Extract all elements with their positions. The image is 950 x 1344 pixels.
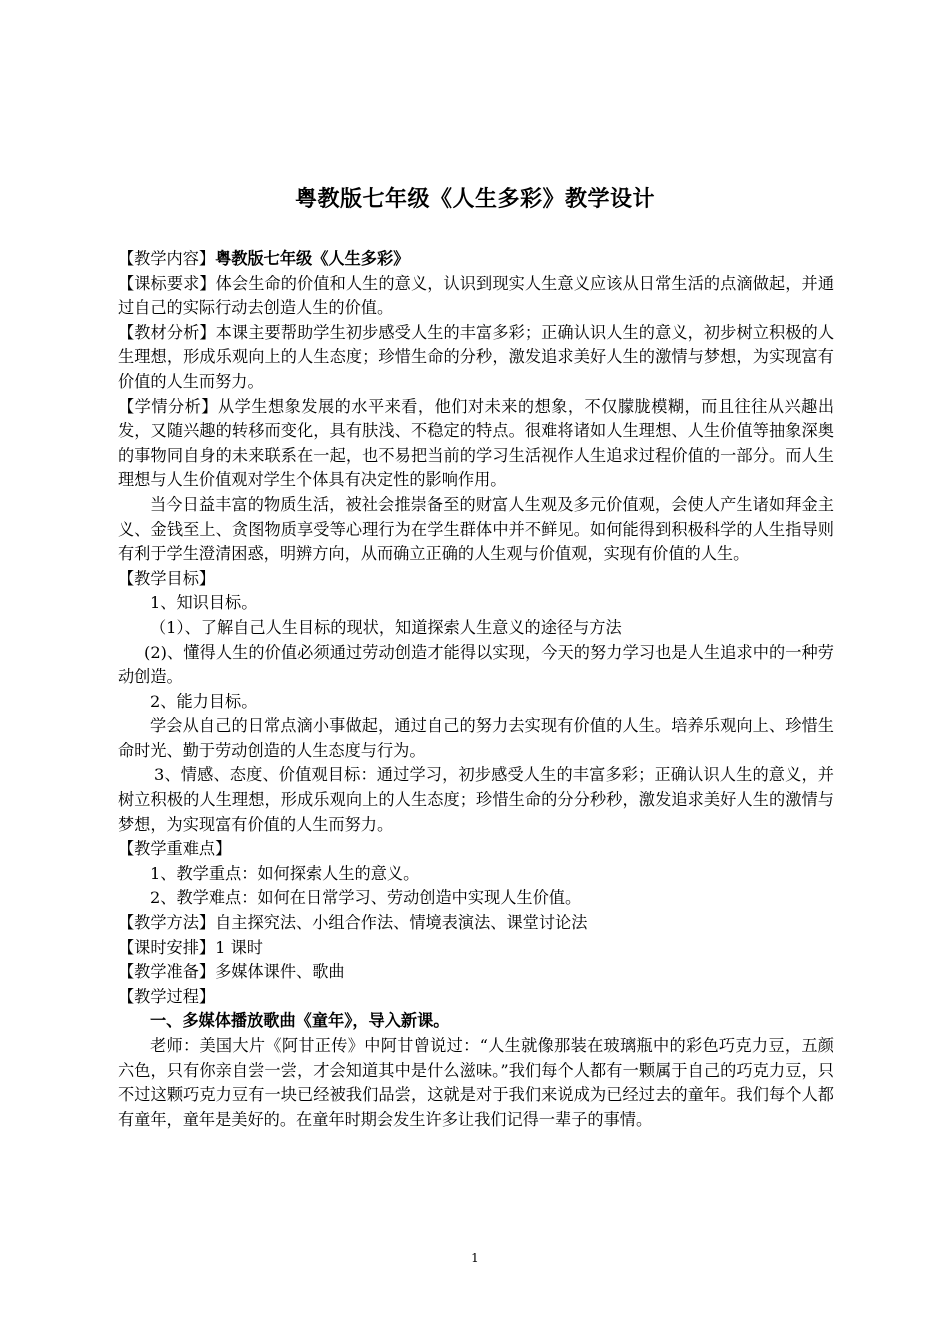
key-point: 1、教学重点：如何探索人生的意义。 bbox=[150, 863, 420, 883]
goal-ability-text: 学会从自己的日常点滴小事做起，通过自己的努力去实现有价值的人生。培养乐观向上、珍惜生命时光、勤于劳动创造的人生态度与行为。 bbox=[118, 716, 834, 760]
section-text: 1 课时 bbox=[215, 937, 263, 957]
section-heading: 【学情分析】 bbox=[118, 396, 218, 416]
section-text: 本课主要帮助学生初步感受人生的丰富多彩；正确认识人生的意义，初步树立积极的人生理想，形成乐观向上的人生态度；珍惜生命的分秒，激发追求美好人生的激情与梦想，为实现富有价值的人生而努力。 bbox=[118, 322, 835, 391]
goal-knowledge-2: (2)、懂得人生的价值必须通过劳动创造才能得以实现，今天的努力学习也是人生追求中的一种劳动创造。 bbox=[118, 642, 834, 687]
section-text: 体会生命的价值和人生的意义，认识到现实人生意义应该从日常生活的点滴做起，并通过自己的实际行动去创造人生的价值。 bbox=[118, 273, 835, 318]
section-goals-heading: 【教学目标】 bbox=[118, 568, 216, 588]
section-text: 多媒体课件、歌曲 bbox=[215, 962, 345, 982]
section-keypoints-heading: 【教学重难点】 bbox=[118, 839, 232, 859]
section-text: 自主探究法、小组合作法、情境表演法、课堂讨论法 bbox=[215, 913, 588, 933]
section-heading: 【课标要求】 bbox=[118, 273, 216, 293]
section-heading: 【教学准备】 bbox=[118, 962, 216, 982]
learner-paragraph-2: 当今日益丰富的物质生活，被社会推崇备至的财富人生观及多元价值观，会使人产生诸如拜金主义、金钱至上、贪图物质享受等心理行为在学生群体中并不鲜见。如何能得到积极科学的人生指导则有利于学生澄清困惑，明辨方向，从而确立正确的人生观与价值观，实现有价值的人生。 bbox=[118, 494, 834, 564]
goal-knowledge-1: （1）、了解自己人生目标的现状，知道探索人生意义的途径与方法 bbox=[150, 617, 622, 637]
section-method bbox=[118, 911, 834, 936]
process-step-1-text: 老师：美国大片《阿甘正传》中阿甘曾说过：“人生就像那装在玻璃瓶中的彩色巧克力豆，五颜六色，只有你亲自尝一尝，才会知道其中是什么滋味。”我们每个人都有一颗属于自己的巧克力豆，只不过这颗巧克力豆有一块已经被我们品尝，这就是对于我们来说成为已经过去的童年。我们每个人都有童年，童年是美好的。在童年时期会发生许多让我们记得一辈子的事情。 bbox=[118, 1036, 834, 1129]
section-heading: 【教学内容】 bbox=[118, 249, 216, 268]
section-content bbox=[118, 247, 834, 272]
goal-ability: 2、能力目标。 bbox=[150, 691, 258, 711]
page-number: 1 bbox=[471, 1251, 479, 1265]
section-learner bbox=[118, 395, 834, 493]
section-material bbox=[118, 321, 834, 395]
section-text: 粤教版七年级《人生多彩》 bbox=[215, 249, 410, 268]
difficult-point: 2、教学难点：如何在日常学习、劳动创造中实现人生价值。 bbox=[150, 888, 582, 908]
section-heading: 【教学方法】 bbox=[118, 913, 216, 933]
section-standard bbox=[118, 272, 834, 321]
section-heading: 【课时安排】 bbox=[118, 937, 216, 957]
document-title: 粤教版七年级《人生多彩》教学设计 bbox=[294, 187, 655, 212]
goal-knowledge: 1、知识目标。 bbox=[150, 593, 258, 613]
goal-emotion: 3、情感、态度、价值观目标：通过学习，初步感受人生的丰富多彩；正确认识人生的意义，并树立积极的人生理想，形成乐观向上的人生态度；珍惜生命的分分秒秒，激发追求美好人生的激情与梦想，为实现富有价值的人生而努力。 bbox=[118, 765, 834, 834]
section-heading: 【教材分析】 bbox=[118, 322, 216, 342]
section-process-heading: 【教学过程】 bbox=[118, 986, 216, 1006]
section-schedule bbox=[118, 936, 834, 961]
process-step-1: 一、多媒体播放歌曲《童年》，导入新课。 bbox=[150, 1011, 450, 1031]
section-prep bbox=[118, 960, 834, 985]
section-text: 从学生想象发展的水平来看，他们对未来的想象，不仅朦胧模糊，而且往往从兴趣出发，又随兴趣的转移而变化，具有肤浅、不稳定的特点。很难将诸如人生理想、人生价值等抽象深奥的事物同自身的未来联系在一起，也不易把当前的学习生活视作人生追求过程价值的一部分。而人生理想与人生价值观对学生个体具有决定性的影响作用。 bbox=[118, 396, 835, 490]
document-body bbox=[118, 247, 834, 1132]
